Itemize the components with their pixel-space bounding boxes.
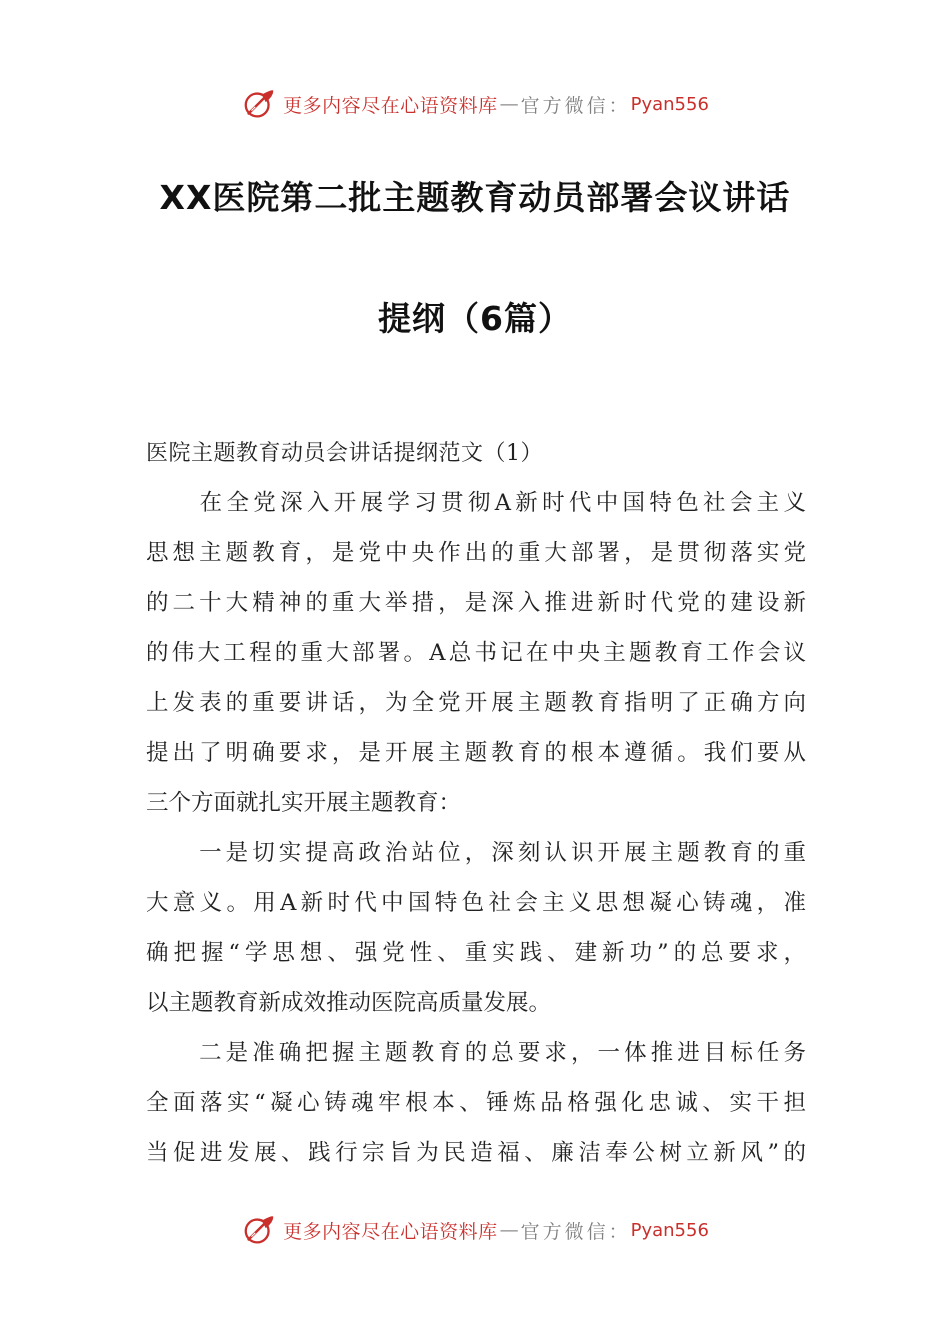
watermark-text: 更多内容尽在心语资料库 bbox=[283, 1220, 498, 1243]
watermark-official-label: 官方微信： bbox=[520, 1220, 631, 1243]
watermark-header bbox=[0, 82, 950, 126]
watermark-text: 更多内容尽在心语资料库 bbox=[283, 94, 498, 117]
watermark-official-label: 官方微信： bbox=[520, 94, 631, 117]
paragraph-3 bbox=[146, 1028, 806, 1178]
watermark-dash: — bbox=[499, 1219, 519, 1241]
document-title-line-1: XX医院第二批主题教育动员部署会议讲话 bbox=[159, 178, 791, 217]
paragraph-line: 全面落实“凝心铸魂牢根本、锤炼品格强化忠诚、实干担 bbox=[146, 1090, 806, 1116]
watermark-dash: — bbox=[499, 93, 519, 115]
paragraph-line: 三个方面就扎实开展主题教育： bbox=[146, 790, 462, 816]
paragraph-line: 以主题教育新成效推动医院高质量发展。 bbox=[146, 990, 552, 1016]
paragraph-line: 在全党深入开展学习贯彻A新时代中国特色社会主义 bbox=[146, 490, 806, 516]
quill-logo-icon bbox=[241, 85, 279, 123]
section-heading: 医院主题教育动员会讲话提纲范文（1） bbox=[146, 441, 543, 466]
paragraph-line: 的伟大工程的重大部署。A总书记在中央主题教育工作会议 bbox=[146, 640, 806, 666]
paragraph-line: 思想主题教育，是党中央作出的重大部署，是贯彻落实党 bbox=[146, 540, 806, 566]
paragraph-line: 一是切实提高政治站位，深刻认识开展主题教育的重 bbox=[146, 840, 806, 866]
watermark-footer bbox=[0, 1208, 950, 1252]
watermark-wechat-id: Pyan556 bbox=[630, 93, 709, 115]
paragraph-line: 提出了明确要求，是开展主题教育的根本遵循。我们要从 bbox=[146, 740, 806, 766]
paragraph-1 bbox=[146, 478, 806, 828]
paragraph-line: 上发表的重要讲话，为全党开展主题教育指明了正确方向 bbox=[146, 690, 806, 716]
paragraph-line: 确把握“学思想、强党性、重实践、建新功”的总要求， bbox=[146, 940, 806, 966]
document-title-line-2: 提纲（6篇） bbox=[378, 299, 572, 338]
quill-logo-icon bbox=[241, 1211, 279, 1249]
paragraph-2 bbox=[146, 828, 806, 1028]
paragraph-line: 大意义。用A新时代中国特色社会主义思想凝心铸魂，准 bbox=[146, 890, 806, 916]
paragraph-line: 二是准确把握主题教育的总要求，一体推进目标任务 bbox=[146, 1040, 806, 1066]
paragraph-line: 当促进发展、践行宗旨为民造福、廉洁奉公树立新风”的 bbox=[146, 1140, 806, 1166]
paragraph-line: 的二十大精神的重大举措，是深入推进新时代党的建设新 bbox=[146, 590, 806, 616]
watermark-wechat-id: Pyan556 bbox=[630, 1219, 709, 1241]
